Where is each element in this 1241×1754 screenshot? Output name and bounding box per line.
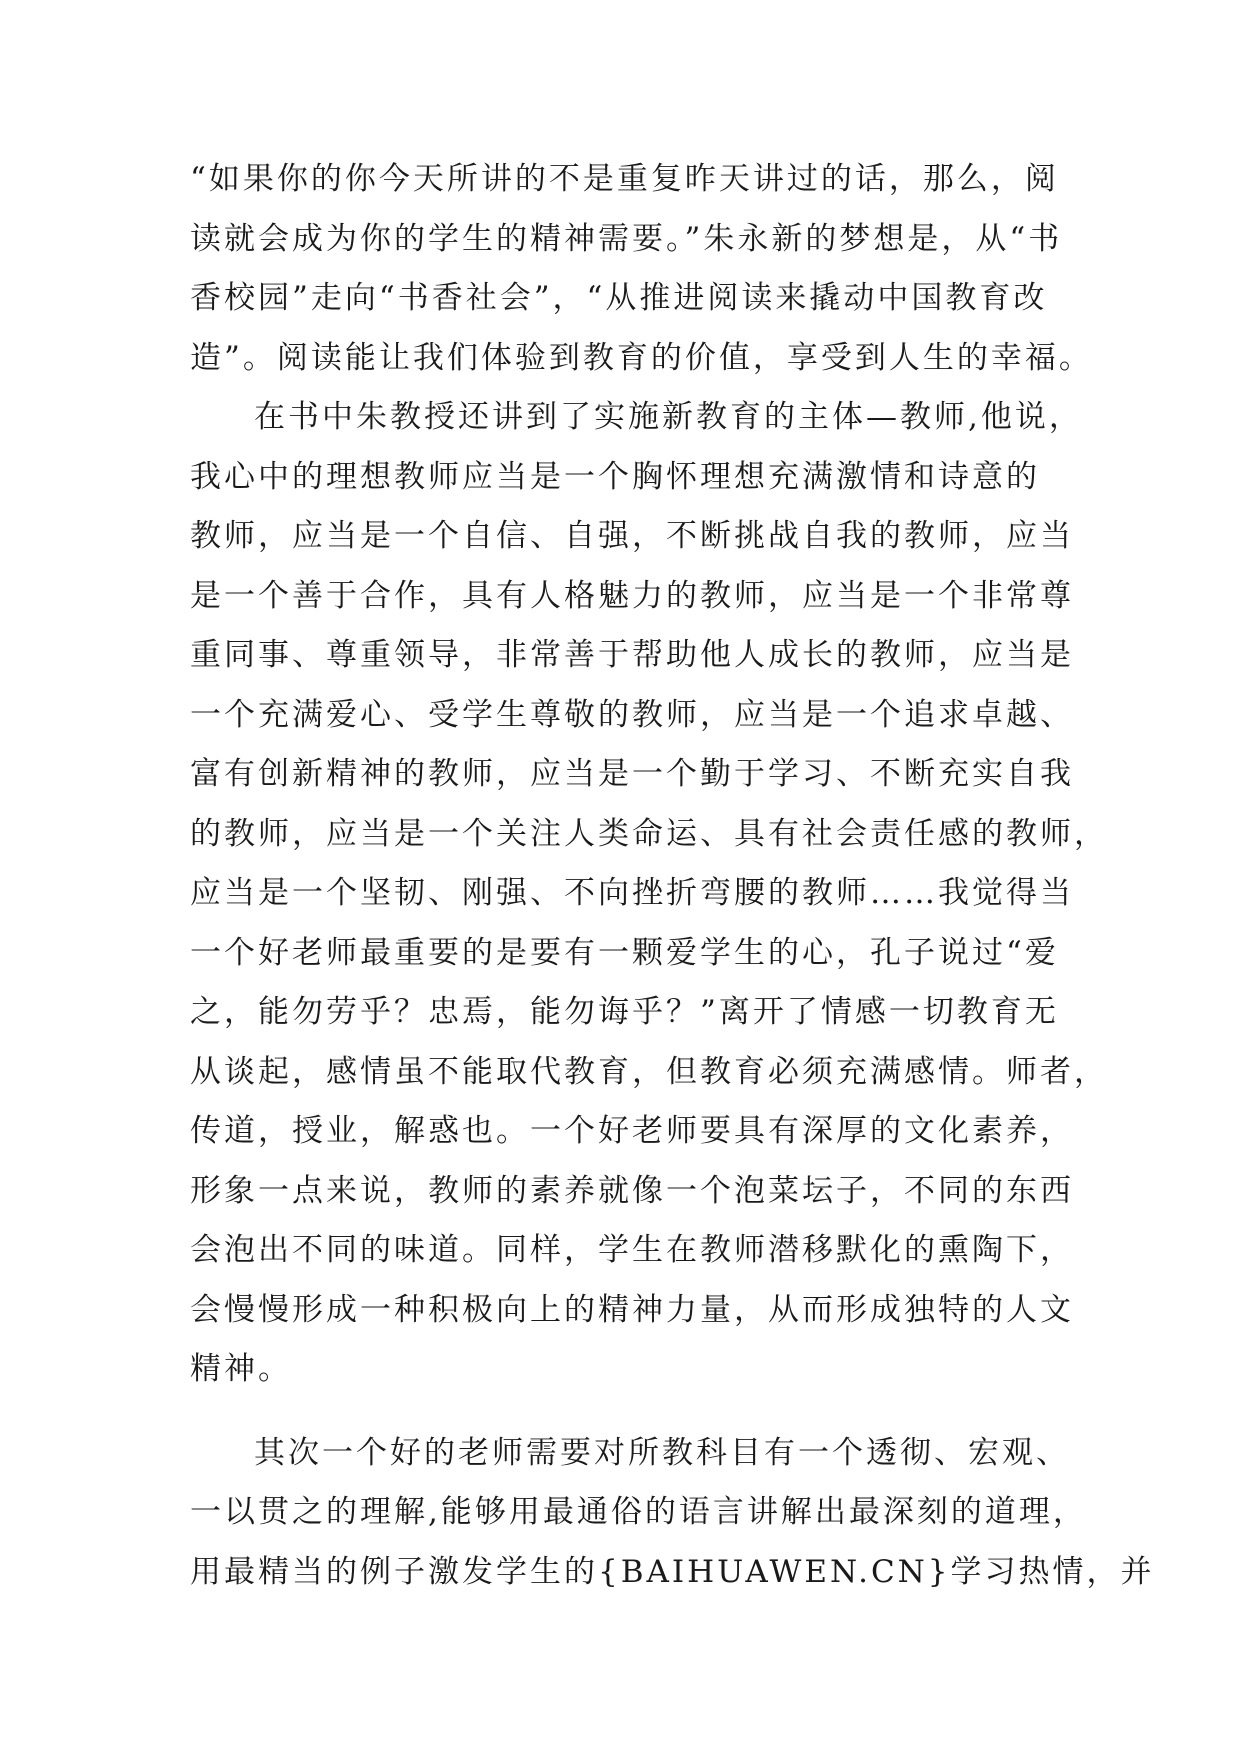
text-line: 传道，授业，解惑也。一个好老师要具有深厚的文化素养， [190,1113,1074,1149]
text-line: 一个好老师最重要的是要有一颗爱学生的心，孔子说过“爱 [190,934,1059,971]
paragraph-2 [190,388,1108,1400]
text-line: 的教师，应当是一个关注人类命运、具有社会责任感的教师， [190,815,1108,852]
text-line: 是一个善于合作，具有人格魅力的教师，应当是一个非常尊 [190,577,1074,614]
paragraph-3 [190,1424,1155,1603]
text-line: 其次一个好的老师需要对所教科目有一个透彻、宏观、 [254,1434,1070,1471]
paragraph-1 [190,150,1093,388]
text-line: 用最精当的例子激发学生的{BAIHUAWEN.CN}学习热情，并 [190,1553,1155,1590]
text-line: 精神。 [190,1351,292,1387]
text-line: 读就会成为你的学生的精神需要。”朱永新的梦想是，从“书 [190,220,1063,257]
text-line: 会慢慢形成一种积极向上的精神力量，从而形成独特的人文 [190,1291,1074,1328]
text-line: 重同事、尊重领导，非常善于帮助他人成长的教师，应当是 [190,637,1074,673]
text-line: 之，能勿劳乎？忠焉，能勿诲乎？”离开了情感一切教育无 [190,994,1059,1030]
text-line: 富有创新精神的教师，应当是一个勤于学习、不断充实自我 [190,756,1074,792]
text-line: 从谈起，感情虽不能取代教育，但教育必须充满感情。师者， [190,1053,1108,1090]
text-line: 会泡出不同的味道。同样，学生在教师潜移默化的熏陶下， [190,1232,1074,1268]
text-line: 香校园”走向“书香社会”，“从推进阅读来撬动中国教育改 [190,280,1048,316]
text-line: 一以贯之的理解,能够用最通俗的语言讲解出最深刻的道理， [190,1494,1087,1530]
text-line: 教师，应当是一个自信、自强，不断挑战自我的教师，应当 [190,518,1074,554]
text-line: 一个充满爱心、受学生尊敬的教师，应当是一个追求卓越、 [190,696,1074,733]
text-line: 我心中的理想教师应当是一个胸怀理想充满激情和诗意的 [190,458,1040,495]
text-line: “如果你的你今天所讲的不是重复昨天讲过的话，那么，阅 [190,161,1059,197]
document-body [190,150,1155,1602]
text-line: 应当是一个坚韧、刚强、不向挫折弯腰的教师……我觉得当 [190,875,1074,911]
paragraph-gap [190,1400,1070,1424]
text-line: 形象一点来说，教师的素养就像一个泡菜坛子，不同的东西 [190,1172,1074,1209]
text-line: 造”。阅读能让我们体验到教育的价值，享受到人生的幸福。 [190,339,1093,376]
text-line: 在书中朱教授还讲到了实施新教育的主体—教师,他说， [254,399,1083,435]
